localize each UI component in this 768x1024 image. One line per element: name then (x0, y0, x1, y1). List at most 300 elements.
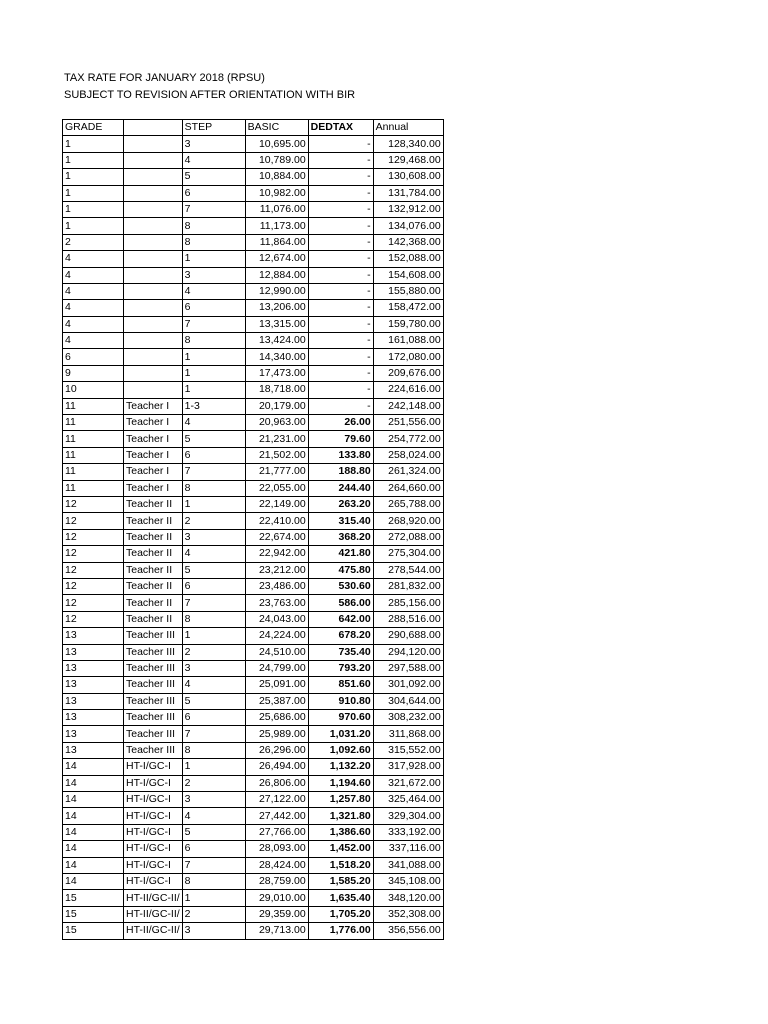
header-basic: BASIC (245, 120, 308, 136)
cell-position: Teacher III (124, 742, 183, 758)
cell-position: Teacher I (124, 464, 183, 480)
cell-step: 8 (182, 611, 245, 627)
cell-step: 7 (182, 726, 245, 742)
cell-basic: 23,486.00 (245, 578, 308, 594)
table-row (63, 595, 444, 611)
cell-basic: 27,122.00 (245, 792, 308, 808)
cell-step: 5 (182, 824, 245, 840)
cell-step: 4 (182, 677, 245, 693)
table-row (63, 283, 444, 299)
cell-grade: 11 (63, 398, 124, 414)
cell-dedtax: 244.40 (308, 480, 373, 496)
cell-grade: 4 (63, 316, 124, 332)
cell-grade: 11 (63, 415, 124, 431)
table-row (63, 644, 444, 660)
cell-grade: 15 (63, 890, 124, 906)
cell-basic: 25,091.00 (245, 677, 308, 693)
table-row (63, 201, 444, 217)
table-row (63, 464, 444, 480)
cell-basic: 13,315.00 (245, 316, 308, 332)
cell-annual: 275,304.00 (373, 546, 443, 562)
cell-dedtax: - (308, 267, 373, 283)
cell-annual: 348,120.00 (373, 890, 443, 906)
header-grade: GRADE (63, 120, 124, 136)
cell-dedtax: 586.00 (308, 595, 373, 611)
cell-step: 3 (182, 660, 245, 676)
cell-grade: 1 (63, 218, 124, 234)
cell-dedtax: 910.80 (308, 693, 373, 709)
cell-basic: 12,990.00 (245, 283, 308, 299)
cell-basic: 13,206.00 (245, 300, 308, 316)
cell-annual: 129,468.00 (373, 152, 443, 168)
cell-position (124, 300, 183, 316)
cell-position (124, 152, 183, 168)
cell-dedtax: - (308, 349, 373, 365)
cell-basic: 24,510.00 (245, 644, 308, 660)
cell-dedtax: - (308, 365, 373, 381)
cell-position: Teacher II (124, 496, 183, 512)
cell-step: 1-3 (182, 398, 245, 414)
cell-dedtax: - (308, 152, 373, 168)
cell-basic: 20,963.00 (245, 415, 308, 431)
cell-basic: 10,789.00 (245, 152, 308, 168)
cell-dedtax: 970.60 (308, 710, 373, 726)
cell-grade: 13 (63, 660, 124, 676)
table-row (63, 890, 444, 906)
cell-position: Teacher II (124, 578, 183, 594)
cell-basic: 23,763.00 (245, 595, 308, 611)
cell-grade: 14 (63, 775, 124, 791)
cell-grade: 13 (63, 644, 124, 660)
table-row (63, 857, 444, 873)
cell-basic: 29,713.00 (245, 923, 308, 939)
cell-dedtax: - (308, 136, 373, 152)
cell-annual: 158,472.00 (373, 300, 443, 316)
cell-position: Teacher III (124, 644, 183, 660)
cell-basic: 20,179.00 (245, 398, 308, 414)
cell-basic: 21,777.00 (245, 464, 308, 480)
cell-annual: 251,556.00 (373, 415, 443, 431)
cell-annual: 152,088.00 (373, 251, 443, 267)
cell-annual: 315,552.00 (373, 742, 443, 758)
cell-dedtax: - (308, 300, 373, 316)
cell-step: 1 (182, 628, 245, 644)
cell-position (124, 267, 183, 283)
cell-basic: 23,212.00 (245, 562, 308, 578)
cell-grade: 11 (63, 431, 124, 447)
cell-position (124, 283, 183, 299)
cell-position (124, 234, 183, 250)
header-annual: Annual (373, 120, 443, 136)
cell-grade: 2 (63, 234, 124, 250)
cell-dedtax: 1,776.00 (308, 923, 373, 939)
cell-step: 7 (182, 464, 245, 480)
cell-step: 1 (182, 759, 245, 775)
cell-basic: 11,864.00 (245, 234, 308, 250)
cell-grade: 9 (63, 365, 124, 381)
cell-dedtax: 678.20 (308, 628, 373, 644)
cell-grade: 12 (63, 578, 124, 594)
table-row (63, 824, 444, 840)
cell-annual: 341,088.00 (373, 857, 443, 873)
cell-annual: 268,920.00 (373, 513, 443, 529)
cell-basic: 22,674.00 (245, 529, 308, 545)
cell-annual: 155,880.00 (373, 283, 443, 299)
cell-position (124, 185, 183, 201)
cell-basic: 21,231.00 (245, 431, 308, 447)
cell-step: 5 (182, 431, 245, 447)
cell-dedtax: 1,321.80 (308, 808, 373, 824)
table-row (63, 628, 444, 644)
cell-basic: 25,989.00 (245, 726, 308, 742)
cell-grade: 1 (63, 169, 124, 185)
cell-annual: 337,116.00 (373, 841, 443, 857)
cell-step: 5 (182, 693, 245, 709)
cell-grade: 12 (63, 496, 124, 512)
cell-grade: 1 (63, 136, 124, 152)
cell-position: Teacher II (124, 513, 183, 529)
cell-grade: 14 (63, 841, 124, 857)
table-row (63, 923, 444, 939)
cell-annual: 297,588.00 (373, 660, 443, 676)
cell-step: 8 (182, 333, 245, 349)
cell-annual: 161,088.00 (373, 333, 443, 349)
cell-grade: 14 (63, 759, 124, 775)
cell-position: HT-II/GC-II/ (124, 923, 183, 939)
cell-position (124, 218, 183, 234)
table-row (63, 480, 444, 496)
table-row (63, 513, 444, 529)
cell-basic: 26,806.00 (245, 775, 308, 791)
table-row (63, 611, 444, 627)
cell-dedtax: - (308, 316, 373, 332)
cell-position: Teacher III (124, 677, 183, 693)
table-row (63, 693, 444, 709)
cell-basic: 28,093.00 (245, 841, 308, 857)
table-row (63, 447, 444, 463)
cell-position: Teacher I (124, 447, 183, 463)
cell-step: 3 (182, 267, 245, 283)
cell-dedtax: 1,705.20 (308, 906, 373, 922)
cell-grade: 4 (63, 333, 124, 349)
cell-basic: 26,296.00 (245, 742, 308, 758)
cell-basic: 24,799.00 (245, 660, 308, 676)
cell-grade: 14 (63, 873, 124, 889)
table-row (63, 496, 444, 512)
cell-dedtax: 1,031.20 (308, 726, 373, 742)
page-title: TAX RATE FOR JANUARY 2018 (RPSU) (64, 72, 265, 84)
table-row (63, 234, 444, 250)
cell-grade: 1 (63, 185, 124, 201)
cell-dedtax: 530.60 (308, 578, 373, 594)
cell-position: HT-II/GC-II/ (124, 890, 183, 906)
cell-position: Teacher III (124, 726, 183, 742)
table-row (63, 808, 444, 824)
cell-dedtax: 793.20 (308, 660, 373, 676)
cell-step: 1 (182, 496, 245, 512)
table-row (63, 710, 444, 726)
cell-dedtax: - (308, 398, 373, 414)
cell-dedtax: 1,452.00 (308, 841, 373, 857)
cell-annual: 142,368.00 (373, 234, 443, 250)
cell-grade: 13 (63, 628, 124, 644)
table-row (63, 267, 444, 283)
cell-annual: 321,672.00 (373, 775, 443, 791)
cell-basic: 26,494.00 (245, 759, 308, 775)
table-row (63, 873, 444, 889)
cell-basic: 27,766.00 (245, 824, 308, 840)
cell-basic: 14,340.00 (245, 349, 308, 365)
cell-position (124, 316, 183, 332)
cell-step: 7 (182, 201, 245, 217)
cell-dedtax: - (308, 218, 373, 234)
table-row (63, 578, 444, 594)
table-body (63, 136, 444, 939)
cell-grade: 1 (63, 201, 124, 217)
cell-dedtax: 851.60 (308, 677, 373, 693)
cell-dedtax: 368.20 (308, 529, 373, 545)
cell-dedtax: - (308, 201, 373, 217)
cell-annual: 281,832.00 (373, 578, 443, 594)
cell-dedtax: 1,518.20 (308, 857, 373, 873)
cell-dedtax: - (308, 185, 373, 201)
cell-step: 1 (182, 382, 245, 398)
cell-dedtax: 188.80 (308, 464, 373, 480)
cell-grade: 14 (63, 792, 124, 808)
table-row (63, 300, 444, 316)
cell-step: 1 (182, 890, 245, 906)
cell-grade: 14 (63, 808, 124, 824)
cell-basic: 13,424.00 (245, 333, 308, 349)
cell-dedtax: 1,386.60 (308, 824, 373, 840)
cell-grade: 12 (63, 611, 124, 627)
cell-annual: 278,544.00 (373, 562, 443, 578)
cell-position: HT-I/GC-I (124, 824, 183, 840)
table-row (63, 546, 444, 562)
cell-annual: 254,772.00 (373, 431, 443, 447)
cell-step: 1 (182, 349, 245, 365)
cell-step: 6 (182, 185, 245, 201)
cell-annual: 272,088.00 (373, 529, 443, 545)
cell-basic: 12,674.00 (245, 251, 308, 267)
cell-position: Teacher II (124, 562, 183, 578)
cell-position: HT-I/GC-I (124, 873, 183, 889)
table-row (63, 218, 444, 234)
cell-step: 5 (182, 169, 245, 185)
cell-grade: 10 (63, 382, 124, 398)
cell-step: 1 (182, 365, 245, 381)
cell-annual: 224,616.00 (373, 382, 443, 398)
cell-position (124, 251, 183, 267)
cell-step: 4 (182, 546, 245, 562)
cell-basic: 10,884.00 (245, 169, 308, 185)
cell-dedtax: - (308, 234, 373, 250)
cell-step: 4 (182, 283, 245, 299)
cell-annual: 329,304.00 (373, 808, 443, 824)
cell-grade: 11 (63, 480, 124, 496)
cell-annual: 172,080.00 (373, 349, 443, 365)
cell-grade: 12 (63, 595, 124, 611)
cell-basic: 29,010.00 (245, 890, 308, 906)
cell-dedtax: - (308, 333, 373, 349)
cell-step: 4 (182, 152, 245, 168)
cell-dedtax: 1,635.40 (308, 890, 373, 906)
cell-position: Teacher I (124, 480, 183, 496)
cell-step: 3 (182, 136, 245, 152)
cell-dedtax: 133.80 (308, 447, 373, 463)
table-row (63, 841, 444, 857)
cell-step: 7 (182, 857, 245, 873)
cell-step: 6 (182, 578, 245, 594)
cell-position: Teacher I (124, 431, 183, 447)
cell-position: Teacher II (124, 595, 183, 611)
cell-step: 3 (182, 529, 245, 545)
cell-dedtax: - (308, 169, 373, 185)
cell-dedtax: - (308, 251, 373, 267)
cell-position: HT-I/GC-I (124, 775, 183, 791)
cell-grade: 14 (63, 824, 124, 840)
cell-grade: 14 (63, 857, 124, 873)
cell-position (124, 365, 183, 381)
cell-basic: 17,473.00 (245, 365, 308, 381)
table-row (63, 349, 444, 365)
cell-annual: 285,156.00 (373, 595, 443, 611)
header-step: STEP (182, 120, 245, 136)
cell-basic: 12,884.00 (245, 267, 308, 283)
cell-annual: 154,608.00 (373, 267, 443, 283)
cell-step: 2 (182, 906, 245, 922)
cell-dedtax: 1,092.60 (308, 742, 373, 758)
table-row (63, 136, 444, 152)
cell-annual: 333,192.00 (373, 824, 443, 840)
cell-step: 3 (182, 923, 245, 939)
cell-annual: 304,644.00 (373, 693, 443, 709)
cell-position: HT-I/GC-I (124, 857, 183, 873)
cell-grade: 4 (63, 300, 124, 316)
cell-position (124, 169, 183, 185)
table-row (63, 382, 444, 398)
cell-basic: 18,718.00 (245, 382, 308, 398)
table-row (63, 251, 444, 267)
cell-position (124, 333, 183, 349)
cell-grade: 12 (63, 562, 124, 578)
cell-step: 7 (182, 595, 245, 611)
cell-step: 6 (182, 447, 245, 463)
cell-annual: 134,076.00 (373, 218, 443, 234)
tax-rate-table (62, 119, 444, 940)
cell-grade: 12 (63, 513, 124, 529)
page-subtitle: SUBJECT TO REVISION AFTER ORIENTATION WITH BIR (64, 89, 356, 101)
cell-position (124, 201, 183, 217)
cell-annual: 265,788.00 (373, 496, 443, 512)
cell-annual: 352,308.00 (373, 906, 443, 922)
cell-step: 8 (182, 873, 245, 889)
table-row (63, 906, 444, 922)
table-row (63, 726, 444, 742)
table-row (63, 759, 444, 775)
cell-grade: 13 (63, 710, 124, 726)
table-row (63, 415, 444, 431)
cell-dedtax: 315.40 (308, 513, 373, 529)
cell-position: HT-I/GC-I (124, 792, 183, 808)
cell-grade: 13 (63, 677, 124, 693)
cell-annual: 159,780.00 (373, 316, 443, 332)
table-row (63, 169, 444, 185)
cell-grade: 6 (63, 349, 124, 365)
cell-basic: 22,410.00 (245, 513, 308, 529)
cell-dedtax: 1,257.80 (308, 792, 373, 808)
cell-basic: 25,686.00 (245, 710, 308, 726)
cell-dedtax: 421.80 (308, 546, 373, 562)
cell-position: Teacher III (124, 660, 183, 676)
header-position (124, 120, 183, 136)
cell-dedtax: 642.00 (308, 611, 373, 627)
table-row (63, 152, 444, 168)
cell-annual: 325,464.00 (373, 792, 443, 808)
table-row (63, 792, 444, 808)
cell-step: 3 (182, 792, 245, 808)
cell-annual: 132,912.00 (373, 201, 443, 217)
cell-step: 6 (182, 300, 245, 316)
cell-step: 2 (182, 513, 245, 529)
table-row (63, 185, 444, 201)
cell-annual: 356,556.00 (373, 923, 443, 939)
cell-dedtax: - (308, 283, 373, 299)
cell-grade: 4 (63, 267, 124, 283)
cell-dedtax: 79.60 (308, 431, 373, 447)
cell-basic: 10,982.00 (245, 185, 308, 201)
table-row (63, 677, 444, 693)
table-row (63, 660, 444, 676)
cell-basic: 25,387.00 (245, 693, 308, 709)
cell-step: 6 (182, 710, 245, 726)
cell-step: 8 (182, 480, 245, 496)
cell-basic: 27,442.00 (245, 808, 308, 824)
cell-annual: 131,784.00 (373, 185, 443, 201)
table-row (63, 529, 444, 545)
cell-grade: 15 (63, 923, 124, 939)
cell-grade: 11 (63, 464, 124, 480)
cell-basic: 29,359.00 (245, 906, 308, 922)
cell-annual: 311,868.00 (373, 726, 443, 742)
table-row (63, 742, 444, 758)
cell-grade: 15 (63, 906, 124, 922)
cell-step: 1 (182, 251, 245, 267)
cell-position (124, 349, 183, 365)
cell-dedtax: 263.20 (308, 496, 373, 512)
cell-position: HT-I/GC-I (124, 841, 183, 857)
cell-grade: 13 (63, 693, 124, 709)
cell-position: Teacher I (124, 415, 183, 431)
cell-annual: 264,660.00 (373, 480, 443, 496)
cell-position: Teacher II (124, 546, 183, 562)
cell-annual: 258,024.00 (373, 447, 443, 463)
cell-annual: 242,148.00 (373, 398, 443, 414)
table-row (63, 398, 444, 414)
cell-basic: 24,224.00 (245, 628, 308, 644)
table-row (63, 333, 444, 349)
cell-step: 8 (182, 742, 245, 758)
cell-basic: 11,173.00 (245, 218, 308, 234)
cell-basic: 24,043.00 (245, 611, 308, 627)
table-row (63, 316, 444, 332)
cell-basic: 22,055.00 (245, 480, 308, 496)
cell-step: 2 (182, 644, 245, 660)
cell-step: 8 (182, 218, 245, 234)
header-dedtax: DEDTAX (308, 120, 373, 136)
cell-grade: 1 (63, 152, 124, 168)
cell-basic: 21,502.00 (245, 447, 308, 463)
